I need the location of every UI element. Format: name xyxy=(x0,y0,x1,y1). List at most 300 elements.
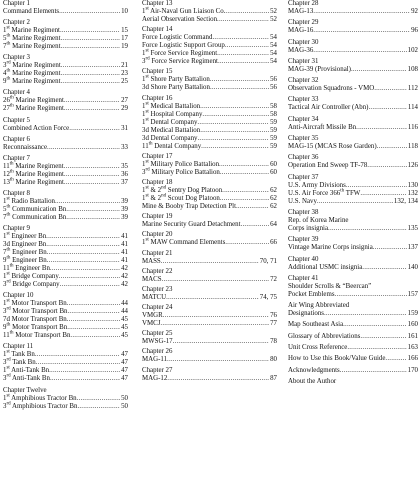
chapter-title: Chapter 24 xyxy=(142,304,173,312)
entry-page-number: 77 xyxy=(270,320,277,328)
toc-entry[interactable] xyxy=(288,244,418,252)
chapter-title: Chapter 19 xyxy=(142,213,173,221)
entry-page-number: 47 xyxy=(121,367,128,375)
dot-leader xyxy=(373,244,407,252)
entry-label: 1st Medical Battalion xyxy=(142,101,201,110)
toc-entry[interactable] xyxy=(288,264,418,272)
entry-page-number: 27 xyxy=(121,97,128,105)
toc-entry[interactable] xyxy=(142,76,277,84)
toc-entry[interactable] xyxy=(3,171,128,179)
toc-chapter xyxy=(288,58,418,74)
entry-label: 7th Communication Bn xyxy=(3,212,67,221)
toc-entry[interactable] xyxy=(288,182,418,190)
dot-leader xyxy=(217,50,269,58)
dot-leader xyxy=(47,249,120,257)
toc-entry[interactable] xyxy=(3,125,128,133)
toc-entry[interactable] xyxy=(3,105,128,113)
toc-chapter xyxy=(142,95,277,151)
entry-label: Aerial Observation Section xyxy=(142,16,218,23)
toc-entry[interactable] xyxy=(3,78,128,86)
dot-leader xyxy=(64,179,120,187)
entry-label: 1st Tank Bn xyxy=(3,350,35,359)
toc-entry[interactable] xyxy=(288,27,418,35)
toc-entry[interactable] xyxy=(3,241,128,249)
entry-label: 3rd Tank Bn xyxy=(3,358,36,367)
dot-leader xyxy=(162,276,270,284)
entry-label: 3d Dental Company xyxy=(142,134,198,142)
dot-leader xyxy=(49,367,120,375)
entry-page-number: 41 xyxy=(121,249,128,257)
dot-leader xyxy=(377,143,407,151)
toc-column-2 xyxy=(142,0,277,385)
dot-leader xyxy=(324,310,407,318)
dot-leader xyxy=(360,190,406,198)
toc-chapter xyxy=(288,154,418,170)
entry-page-number: 21 xyxy=(121,62,128,70)
entry-label: 1st Amphibious Tractor Bn xyxy=(3,393,77,402)
toc-chapter xyxy=(288,0,418,16)
entry-page-number: 44 xyxy=(121,308,128,316)
toc-chapter xyxy=(288,355,418,363)
toc-entry[interactable] xyxy=(3,332,128,340)
entry-page-number: 42 xyxy=(121,273,128,281)
dot-leader xyxy=(55,198,120,206)
entry-page-number: 37 xyxy=(121,178,128,186)
entry-label: MAG-15 (MCAS Rose Garden) xyxy=(288,143,377,151)
chapter-title: Chapter 6 xyxy=(3,135,30,143)
toc-chapter xyxy=(288,378,418,386)
toc-entry[interactable] xyxy=(3,198,128,206)
entry-label: Anti-Aircraft Missile Bn xyxy=(288,123,357,131)
toc-entry[interactable] xyxy=(142,84,277,92)
entry-page-number: 42 xyxy=(121,265,128,273)
toc-entry[interactable] xyxy=(288,104,418,112)
toc-entry[interactable] xyxy=(3,265,128,273)
entry-label: 1st Bridge Company xyxy=(3,271,59,281)
toc-chapter xyxy=(3,225,128,289)
toc-entry[interactable] xyxy=(142,320,277,328)
toc-chapter xyxy=(142,330,277,346)
chapter-title: Chapter 29 xyxy=(288,19,319,27)
toc-entry[interactable] xyxy=(288,143,418,151)
dot-leader xyxy=(225,42,269,50)
entry-page-number: 41 xyxy=(121,241,128,249)
dot-leader xyxy=(212,34,269,42)
entry-label: U.S. Navy xyxy=(288,197,317,205)
toc-chapter xyxy=(288,174,418,206)
toc-entry[interactable] xyxy=(288,217,418,225)
entry-label: 4th Marine Regiment xyxy=(3,68,61,78)
toc-entry[interactable] xyxy=(3,179,128,187)
toc-entry[interactable] xyxy=(3,273,128,281)
entry-label: 1st Hospital Company xyxy=(142,109,203,118)
toc-entry[interactable] xyxy=(288,344,418,352)
entry-label: VMGR xyxy=(142,312,163,320)
dot-leader xyxy=(46,241,120,249)
chapter-title: Chapter 37 xyxy=(288,173,319,181)
chapter-title: Chapter 7 xyxy=(3,154,30,162)
entry-label: Observation Squadrons - VMO xyxy=(288,85,375,93)
toc-chapter xyxy=(3,387,128,411)
toc-entry[interactable] xyxy=(3,163,128,171)
toc-entry[interactable] xyxy=(3,308,128,316)
toc-entry[interactable] xyxy=(142,258,277,266)
entry-page-number: 25 xyxy=(121,78,128,86)
chapter-title: Chapter 1 xyxy=(3,0,30,7)
chapter-title: Chapter 16 xyxy=(142,94,173,102)
entry-label: About the Author xyxy=(288,377,337,385)
entry-label: 7th Marine Regiment xyxy=(3,41,61,51)
toc-entry[interactable] xyxy=(288,302,418,310)
toc-entry[interactable] xyxy=(142,161,277,169)
dot-leader xyxy=(46,233,120,241)
entry-page-number: 59 xyxy=(270,142,277,150)
toc-entry[interactable] xyxy=(142,195,277,203)
entry-page-number: 45 xyxy=(121,332,128,340)
chapter-title: Chapter 9 xyxy=(3,225,30,233)
toc-column-3 xyxy=(288,0,418,389)
entry-label: 13th Marine Regiment xyxy=(3,177,64,186)
dot-leader xyxy=(374,85,407,93)
entry-page-number: 44 xyxy=(121,300,128,308)
entry-page-number: 130 xyxy=(407,181,418,189)
entry-label: MWSG-17 xyxy=(142,338,173,346)
toc-entry[interactable] xyxy=(288,198,418,206)
chapter-title: Chapter 39 xyxy=(288,236,319,244)
dot-leader xyxy=(67,324,120,332)
entry-page-number: 33 xyxy=(121,143,128,151)
toc-entry[interactable] xyxy=(3,375,128,383)
entry-page-number: 96 xyxy=(411,27,418,35)
dot-leader xyxy=(69,125,120,133)
chapter-title: Chapter 17 xyxy=(142,152,173,160)
dot-leader xyxy=(218,58,269,66)
toc-entry[interactable] xyxy=(288,8,418,16)
toc-entry[interactable] xyxy=(288,333,418,341)
dot-leader xyxy=(161,258,259,266)
entry-page-number: 163 xyxy=(407,344,418,352)
toc-chapter xyxy=(142,26,277,66)
chapter-title: Chapter 27 xyxy=(142,366,173,374)
entry-label: 27th Marine Regiment xyxy=(3,104,64,113)
dot-leader xyxy=(201,143,269,151)
toc-entry[interactable] xyxy=(142,312,277,320)
toc-entry[interactable] xyxy=(142,143,277,151)
dot-leader xyxy=(200,103,269,111)
toc-chapter xyxy=(142,367,277,383)
toc-chapter xyxy=(288,321,418,329)
dot-leader xyxy=(77,403,120,411)
entry-label: 3rd Force Service Regiment xyxy=(142,56,218,66)
entry-page-number: 137 xyxy=(407,244,418,252)
toc-chapter xyxy=(142,348,277,364)
toc-entry[interactable] xyxy=(288,367,418,375)
chapter-title: Chapter 41 xyxy=(288,274,319,282)
toc-entry[interactable] xyxy=(142,127,277,135)
entry-label: 1st Air-Naval Gun Liaison Co. xyxy=(142,6,226,15)
entry-label: 26th Marine Regiment xyxy=(3,96,64,105)
entry-page-number: 47 xyxy=(121,359,128,367)
entry-label: 1st & 2nd Sentry Dog Platoon xyxy=(142,185,223,194)
toc-chapter xyxy=(142,0,277,24)
toc-entry[interactable] xyxy=(3,403,128,411)
dot-leader xyxy=(367,162,406,170)
toc-chapter xyxy=(142,250,277,266)
dot-leader xyxy=(64,163,120,171)
entry-page-number: 116 xyxy=(407,123,418,131)
entry-page-number: 45 xyxy=(121,324,128,332)
entry-page-number: 87 xyxy=(270,374,277,382)
entry-label: 1st Marine Regiment xyxy=(3,25,60,35)
dot-leader xyxy=(317,198,393,206)
entry-label: Shoulder Scrolls & “Beercan” xyxy=(288,282,372,290)
toc-chapter xyxy=(142,231,277,247)
toc-entry[interactable] xyxy=(288,225,418,233)
entry-page-number: 10 xyxy=(121,8,128,15)
entry-page-number: 23 xyxy=(121,70,128,78)
entry-label: Mine & Booby Trap Detection Plt xyxy=(142,202,236,210)
dot-leader xyxy=(50,265,120,273)
dot-leader xyxy=(313,47,406,55)
toc-entry[interactable] xyxy=(288,66,418,74)
entry-page-number: 50 xyxy=(121,394,128,402)
dot-leader xyxy=(202,111,269,119)
toc-entry[interactable] xyxy=(288,47,418,55)
dot-leader xyxy=(61,62,120,70)
toc-entry[interactable] xyxy=(142,58,277,66)
toc-entry[interactable] xyxy=(288,124,418,132)
dot-leader xyxy=(210,76,269,84)
entry-page-number: 108 xyxy=(407,65,418,73)
chapter-title: Chapter 26 xyxy=(142,348,173,356)
toc-entry[interactable] xyxy=(288,310,418,318)
entry-page-number: 15 xyxy=(121,27,128,35)
entry-label: MAG-11 xyxy=(142,356,168,364)
entry-label: Unit Cross Reference xyxy=(288,344,348,352)
toc-entry[interactable] xyxy=(3,144,128,152)
dot-leader xyxy=(47,257,120,265)
toc-entry[interactable] xyxy=(142,276,277,284)
entry-page-number: 170 xyxy=(407,366,418,374)
entry-page-number: 161 xyxy=(407,332,418,340)
entry-page-number: 62 xyxy=(270,194,277,202)
chapter-title: Chapter 31 xyxy=(288,57,319,65)
toc-entry[interactable] xyxy=(142,103,277,111)
toc-chapter xyxy=(142,153,277,177)
toc-entry[interactable] xyxy=(142,294,277,302)
entry-label: 3d Medical Battalion xyxy=(142,126,201,134)
entry-label: Air Wing Abbreviated xyxy=(288,302,350,310)
toc-chapter xyxy=(288,367,418,375)
entry-label: 5th Communication Bn xyxy=(3,204,67,213)
toc-entry[interactable] xyxy=(288,321,418,329)
entry-page-number: 41 xyxy=(121,257,128,265)
toc-entry[interactable] xyxy=(288,355,418,363)
chapter-title: Chapter 36 xyxy=(288,154,319,162)
chapter-title: Chapter 21 xyxy=(142,249,173,257)
dot-leader xyxy=(340,367,407,375)
toc-chapter xyxy=(142,286,277,302)
toc-entry[interactable] xyxy=(142,375,277,383)
dot-leader xyxy=(160,320,269,328)
entry-label: 3rd Motor Transport Bn xyxy=(3,306,68,316)
entry-label: Reconnaissance xyxy=(3,143,48,151)
entry-label: MAG-36 xyxy=(288,46,314,54)
toc-entry[interactable] xyxy=(3,8,128,16)
toc-entry[interactable] xyxy=(3,27,128,35)
entry-page-number: 29 xyxy=(121,105,128,113)
dot-leader xyxy=(222,187,269,195)
toc-entry[interactable] xyxy=(3,249,128,257)
entry-label: Force Logistic Support Group xyxy=(142,42,225,50)
entry-label: Map Southeast Asia xyxy=(288,321,344,329)
toc-entry[interactable] xyxy=(288,283,418,291)
entry-label: Acknowledgments xyxy=(288,366,340,374)
toc-entry[interactable] xyxy=(3,214,128,222)
toc-entry[interactable] xyxy=(142,169,277,177)
entry-page-number: 126 xyxy=(407,162,418,170)
entry-label: 1st Shore Party Battalion xyxy=(142,75,210,84)
dot-leader xyxy=(241,221,270,229)
dot-leader xyxy=(217,16,269,24)
toc-entry[interactable] xyxy=(288,291,418,299)
dot-leader xyxy=(66,206,120,214)
chapter-title: Chapter 13 xyxy=(142,0,173,7)
entry-page-number: 31 xyxy=(121,124,128,132)
chapter-title: Chapter 38 xyxy=(288,208,319,216)
dot-leader xyxy=(60,281,120,289)
chapter-title: Chapter 5 xyxy=(3,116,30,124)
entry-page-number: 59 xyxy=(270,126,277,134)
dot-leader xyxy=(59,8,120,16)
toc-entry[interactable] xyxy=(142,8,277,16)
dot-leader xyxy=(313,27,410,35)
toc-entry[interactable] xyxy=(3,257,128,265)
entry-page-number: 54 xyxy=(270,50,277,58)
chapter-title: Chapter 40 xyxy=(288,255,319,263)
dot-leader xyxy=(64,97,120,105)
toc-entry[interactable] xyxy=(288,378,418,386)
toc-entry[interactable] xyxy=(142,221,277,229)
toc-entry[interactable] xyxy=(3,35,128,43)
dot-leader xyxy=(385,355,406,363)
toc-entry[interactable] xyxy=(142,356,277,364)
dot-leader xyxy=(60,35,120,43)
dot-leader xyxy=(167,356,269,364)
toc-entry[interactable] xyxy=(142,34,277,42)
toc-entry[interactable] xyxy=(142,111,277,119)
entry-page-number: 62 xyxy=(270,202,277,210)
toc-entry[interactable] xyxy=(3,233,128,241)
toc-chapter xyxy=(142,304,277,328)
entry-label: MAG-13 xyxy=(288,8,314,15)
entry-page-number: 72 xyxy=(270,275,277,283)
entry-page-number: 112 xyxy=(407,85,418,93)
entry-page-number: 36 xyxy=(121,170,128,178)
entry-page-number: 50 xyxy=(121,402,128,410)
entry-page-number: 39 xyxy=(121,205,128,213)
dot-leader xyxy=(220,195,269,203)
dot-leader xyxy=(346,182,407,190)
entry-label: Vintage Marine Corps insignia xyxy=(288,244,373,252)
entry-page-number: 140 xyxy=(407,263,418,271)
entry-page-number: 58 xyxy=(270,110,277,118)
toc-entry[interactable] xyxy=(142,338,277,346)
entry-label: Marine Security Guard Detachment xyxy=(142,221,241,229)
toc-chapter xyxy=(3,0,128,16)
entry-label: MACS xyxy=(142,275,162,283)
toc-chapter xyxy=(288,256,418,272)
entry-page-number: 60 xyxy=(270,160,277,168)
dot-leader xyxy=(368,104,406,112)
entry-page-number: 52 xyxy=(270,8,277,15)
toc-entry[interactable] xyxy=(3,281,128,289)
toc-entry[interactable] xyxy=(3,43,128,51)
chapter-title: Chapter 8 xyxy=(3,189,30,197)
toc-chapter xyxy=(3,155,128,187)
toc-chapter xyxy=(288,135,418,151)
dot-leader xyxy=(67,308,120,316)
dot-leader xyxy=(77,395,121,403)
toc-entry[interactable] xyxy=(142,16,277,24)
chapter-title: Chapter 20 xyxy=(142,231,173,239)
entry-page-number: 59 xyxy=(270,118,277,126)
entry-label: U.S. Air Force 366th TFW xyxy=(288,188,361,197)
toc-chapter xyxy=(288,116,418,132)
entry-page-number: 76 xyxy=(270,312,277,320)
chapter-title: Chapter 30 xyxy=(288,38,319,46)
entry-label: 11th Motor Transport Bn xyxy=(3,330,71,340)
dot-leader xyxy=(70,332,120,340)
entry-label: 1st Engineer Bn xyxy=(3,231,47,241)
toc-entry[interactable] xyxy=(142,50,277,58)
entry-label: VMCJ xyxy=(142,320,161,328)
dot-leader xyxy=(64,171,120,179)
dot-leader xyxy=(210,84,269,92)
entry-label: 7th Engineer Bn xyxy=(3,247,47,257)
dot-leader xyxy=(219,161,269,169)
toc-entry[interactable] xyxy=(3,206,128,214)
entry-label: 9th Engineer Bn xyxy=(3,255,47,265)
dot-leader xyxy=(351,66,407,74)
chapter-title: Chapter 33 xyxy=(288,96,319,104)
entry-label: 7d Motor Transport Bn xyxy=(3,316,67,324)
toc-entry[interactable] xyxy=(288,162,418,170)
entry-page-number: 132 xyxy=(407,189,418,197)
toc-entry[interactable] xyxy=(142,203,277,211)
toc-entry[interactable] xyxy=(142,239,277,247)
toc-entry[interactable] xyxy=(3,395,128,403)
toc-entry[interactable] xyxy=(142,42,277,50)
entry-label: Force Logistic Command xyxy=(142,34,213,42)
toc-entry[interactable] xyxy=(142,135,277,143)
entry-label: MASS xyxy=(142,257,161,265)
toc-chapter xyxy=(288,209,418,233)
dot-leader xyxy=(313,8,410,16)
toc-entry[interactable] xyxy=(142,119,277,127)
entry-label: 3rd Bridge Company xyxy=(3,279,60,289)
chapter-title: Chapter 32 xyxy=(288,77,319,85)
entry-page-number: 54 xyxy=(270,34,277,42)
toc-entry[interactable] xyxy=(288,190,418,198)
chapter-title: Chapter 14 xyxy=(142,26,173,34)
entry-label: Glossary of Abbreviations xyxy=(288,332,361,340)
entry-label: 12th Marine Regiment xyxy=(3,169,64,178)
toc-chapter xyxy=(288,333,418,341)
toc-entry[interactable] xyxy=(288,85,418,93)
dot-leader xyxy=(50,375,120,383)
entry-page-number: 42 xyxy=(121,281,128,289)
